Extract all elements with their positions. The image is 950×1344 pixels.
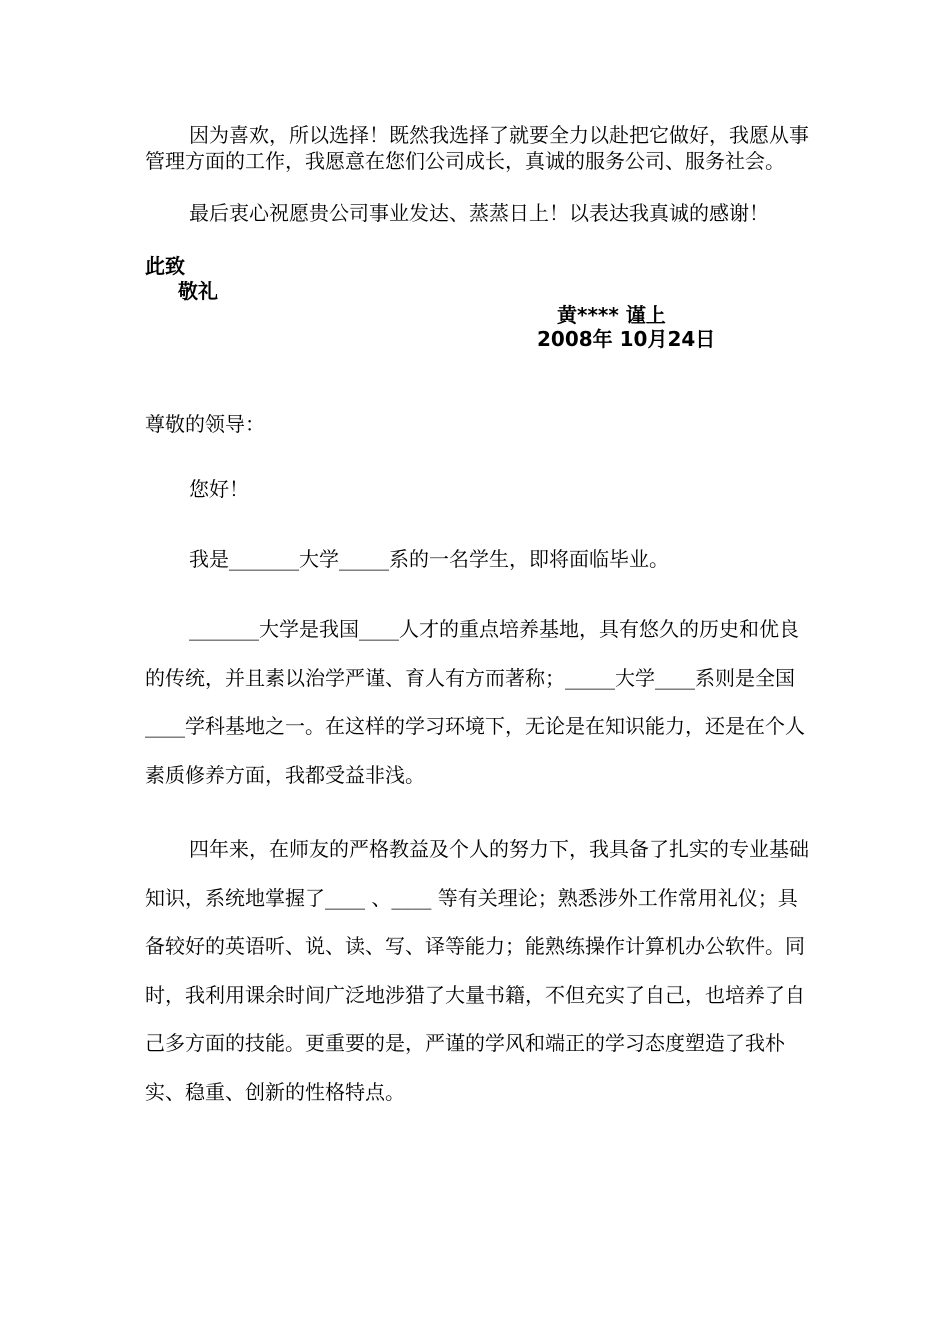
letter1-paragraph-1: 因为喜欢，所以选择！既然我选择了就要全力以赴把它做好，我愿从事管理方面的工作，我愿意在您们公司成长，真诚的服务公司、服务社会。 (145, 123, 809, 173)
closing-jing-li: 敬礼 (178, 279, 218, 303)
letter1-paragraph-2: 最后衷心祝愿贵公司事业发达、蒸蒸日上！以表达我真诚的感谢！ (189, 201, 769, 225)
salutation: 尊敬的领导： (145, 412, 265, 436)
signature: 黄**** 谨上 (557, 303, 666, 327)
letter2-paragraph-3: 四年来，在师友的严格教益及个人的努力下，我具备了扎实的专业基础知识，系统地掌握了____ 、____ 等有关理论；熟悉涉外工作常用礼仪；具备较好的英语听、说、读、写、译等能力；能熟练操作计算机办公软件。同时，我利用课余时间广泛地涉猎了大量书籍，不但充实了自己，也培养了自己多方面的技能。更重要的是，严谨的学风和端正的学习态度塑造了我朴实、稳重、创新的性格特点。 (145, 837, 809, 1104)
closing-ci-zhi: 此致 (145, 254, 185, 278)
letter2-paragraph-1: 我是_______大学_____系的一名学生，即将面临毕业。 (189, 547, 669, 571)
letter2-paragraph-2: _______大学是我国____人才的重点培养基地，具有悠久的历史和优良的传统，并且素以治学严谨、育人有方而著称；_____大学____系则是全国____学科基地之一。在这样的学习环境下，无论是在知识能力，还是在个人素质修养方面，我都受益非浅。 (145, 617, 805, 787)
greeting: 您好！ (189, 477, 249, 501)
letter-date: 2008年 10月24日 (537, 327, 716, 351)
